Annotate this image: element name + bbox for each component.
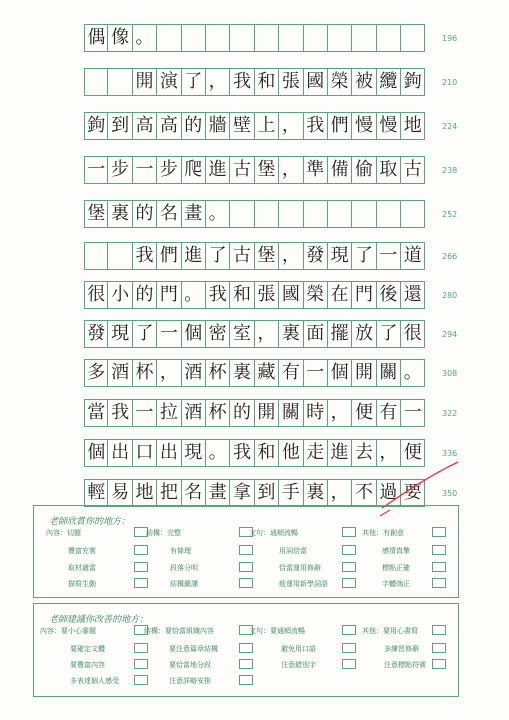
- grid-cell: 古: [401, 156, 425, 184]
- grid-cell: 步: [108, 156, 132, 184]
- grid-cell: 酒: [182, 399, 206, 427]
- praise-item-label: 豐富充實: [68, 547, 96, 555]
- grid-cell: 古: [230, 156, 254, 184]
- grid-row: [84, 399, 425, 429]
- grid-cell: [230, 200, 254, 228]
- grid-cell: [377, 24, 401, 52]
- praise-checkbox[interactable]: [239, 545, 253, 555]
- praise-item-label: 標點正確: [382, 564, 410, 572]
- grid-cell: 了: [182, 68, 206, 96]
- grid-cell: 我: [133, 242, 157, 270]
- grid-cell: 。: [182, 281, 206, 309]
- grid-cell: 。: [206, 439, 230, 467]
- grid-cell: 個: [84, 439, 108, 467]
- grid-cell: 易: [108, 479, 132, 507]
- grid-cell: [206, 24, 230, 52]
- grid-cell: 不: [352, 479, 376, 507]
- grid-cell: 酒: [108, 359, 132, 387]
- row-number: 238: [442, 166, 458, 175]
- grid-cell: 門: [157, 281, 181, 309]
- grid-cell: [230, 24, 254, 52]
- grid-cell: 裏: [230, 359, 254, 387]
- praise-checkbox[interactable]: [342, 562, 356, 572]
- grid-cell: [328, 24, 352, 52]
- grid-row: [84, 281, 425, 311]
- grid-cell: [352, 200, 376, 228]
- grid-cell: 壁: [230, 112, 254, 140]
- grid-cell: 裏: [304, 479, 328, 507]
- praise-item-label: 內容：切題: [46, 529, 81, 537]
- grid-cell: ，: [279, 156, 303, 184]
- grid-cell: 國: [304, 68, 328, 96]
- grid-cell: 我: [108, 399, 132, 427]
- grid-cell: 後: [377, 281, 401, 309]
- advice-checkbox[interactable]: [134, 643, 148, 653]
- grid-cell: 口: [133, 439, 157, 467]
- grid-row: [84, 320, 425, 350]
- grid-cell: 多: [84, 359, 108, 387]
- grid-cell: 手: [279, 479, 303, 507]
- praise-checkbox[interactable]: [432, 578, 446, 588]
- grid-cell: 鉤: [401, 68, 425, 96]
- grid-cell: 一: [84, 156, 108, 184]
- praise-item-label: 用詞恰當: [279, 547, 307, 555]
- grid-cell: 面: [304, 320, 328, 348]
- grid-cell: [255, 24, 279, 52]
- grid-cell: 們: [157, 242, 181, 270]
- grid-cell: 偷: [352, 156, 376, 184]
- grid-cell: 和: [255, 68, 279, 96]
- grid-cell: 鉤: [84, 112, 108, 140]
- grid-cell: 酒: [182, 359, 206, 387]
- grid-cell: 開: [255, 399, 279, 427]
- grid-cell: 的: [182, 112, 206, 140]
- grid-cell: 放: [352, 320, 376, 348]
- row-number: 266: [442, 252, 458, 261]
- grid-cell: 開: [133, 68, 157, 96]
- grid-cell: 出: [108, 439, 132, 467]
- grid-cell: [328, 200, 352, 228]
- grid-cell: [304, 200, 328, 228]
- praise-checkbox[interactable]: [134, 545, 148, 555]
- praise-checkbox[interactable]: [342, 578, 356, 588]
- praise-item-label: 感情真摯: [382, 547, 410, 555]
- row-number: 294: [442, 330, 458, 339]
- grid-cell: [255, 200, 279, 228]
- grid-cell: 一: [377, 242, 401, 270]
- grid-cell: 和: [230, 281, 254, 309]
- grid-cell: 我: [304, 112, 328, 140]
- grid-cell: 名: [157, 200, 181, 228]
- grid-row: [84, 200, 425, 230]
- grid-cell: 高: [133, 112, 157, 140]
- grid-cell: 的: [230, 399, 254, 427]
- grid-cell: 個: [182, 320, 206, 348]
- grid-cell: 有: [377, 399, 401, 427]
- grid-cell: 畫: [182, 200, 206, 228]
- grid-cell: 牆: [206, 112, 230, 140]
- grid-cell: 到: [255, 479, 279, 507]
- grid-cell: 很: [401, 320, 425, 348]
- grid-cell: 。: [133, 24, 157, 52]
- grid-cell: 堡: [84, 200, 108, 228]
- grid-cell: 了: [133, 320, 157, 348]
- advice-panel: [33, 603, 459, 697]
- grid-cell: 一: [157, 320, 181, 348]
- praise-item-label: 結構：完整: [146, 529, 181, 537]
- grid-cell: 時: [304, 399, 328, 427]
- praise-item-label: 段落分明: [170, 564, 198, 572]
- grid-cell: [401, 200, 425, 228]
- grid-cell: 演: [157, 68, 181, 96]
- praise-checkbox[interactable]: [134, 578, 148, 588]
- advice-item-label: 要確定文體: [70, 645, 105, 653]
- advice-item-label: 多練習修辭: [384, 645, 419, 653]
- grid-cell: 到: [108, 112, 132, 140]
- grid-cell: 在: [328, 281, 352, 309]
- grid-cell: 像: [108, 24, 132, 52]
- praise-item-label: 有條理: [170, 547, 191, 555]
- praise-checkbox[interactable]: [342, 527, 356, 537]
- advice-checkbox[interactable]: [239, 659, 253, 669]
- grid-cell: 的: [133, 281, 157, 309]
- advice-checkbox[interactable]: [432, 659, 446, 669]
- grid-cell: 門: [352, 281, 376, 309]
- praise-item-label: 其他：有創意: [362, 529, 404, 537]
- grid-cell: 關: [377, 359, 401, 387]
- grid-cell: 偶: [84, 24, 108, 52]
- row-number: 322: [442, 409, 458, 418]
- advice-checkbox[interactable]: [342, 625, 356, 635]
- grid-cell: 還: [401, 281, 425, 309]
- advice-item-label: 文句：要通順流暢: [249, 627, 305, 635]
- praise-checkbox[interactable]: [432, 562, 446, 572]
- grid-row: [84, 242, 425, 272]
- grid-cell: 我: [230, 68, 254, 96]
- grid-cell: [108, 242, 132, 270]
- grid-cell: 準: [304, 156, 328, 184]
- advice-panel-title: 老師建議你改善的地方：: [49, 615, 149, 625]
- row-number: 336: [442, 449, 458, 458]
- grid-cell: 過: [377, 479, 401, 507]
- grid-cell: 把: [157, 479, 181, 507]
- grid-cell: 張: [279, 68, 303, 96]
- row-number: 350: [442, 489, 458, 498]
- advice-item-label: 其他：要用心書寫: [362, 627, 418, 635]
- grid-cell: 出: [157, 439, 181, 467]
- grid-cell: 們: [328, 112, 352, 140]
- praise-checkbox[interactable]: [342, 545, 356, 555]
- grid-cell: 堡: [255, 242, 279, 270]
- grid-cell: 杯: [206, 399, 230, 427]
- grid-cell: 關: [279, 399, 303, 427]
- grid-cell: 了: [352, 242, 376, 270]
- grid-cell: 進: [206, 156, 230, 184]
- grid-cell: 藏: [255, 359, 279, 387]
- grid-cell: [84, 68, 108, 96]
- advice-item-label: 要豐富內容: [70, 661, 105, 669]
- advice-checkbox[interactable]: [134, 659, 148, 669]
- grid-cell: 便: [401, 439, 425, 467]
- grid-cell: [279, 200, 303, 228]
- grid-cell: [279, 24, 303, 52]
- grid-cell: ，: [206, 68, 230, 96]
- row-number: 224: [442, 122, 458, 131]
- grid-cell: 現: [182, 439, 206, 467]
- row-number: 252: [442, 210, 458, 219]
- grid-cell: 名: [182, 479, 206, 507]
- grid-cell: ，: [328, 399, 352, 427]
- grid-cell: 拿: [230, 479, 254, 507]
- grid-cell: 密: [206, 320, 230, 348]
- advice-item-label: 注意錯別字: [281, 661, 316, 669]
- grid-cell: [401, 24, 425, 52]
- grid-cell: 堡: [255, 156, 279, 184]
- grid-cell: 道: [401, 242, 425, 270]
- grid-cell: 走: [304, 439, 328, 467]
- grid-cell: 備: [328, 156, 352, 184]
- grid-cell: 。: [206, 200, 230, 228]
- advice-item-label: 內容：要小心審題: [40, 627, 96, 635]
- grid-cell: 國: [279, 281, 303, 309]
- grid-cell: ，: [255, 320, 279, 348]
- grid-cell: [352, 24, 376, 52]
- grid-cell: 現: [328, 242, 352, 270]
- grid-cell: 擺: [328, 320, 352, 348]
- grid-cell: 拉: [157, 399, 181, 427]
- praise-item-label: 結構嚴謹: [170, 580, 198, 588]
- advice-item-label: 結構：要恰當組織內容: [144, 627, 214, 635]
- advice-item-label: 注意詳略安排: [169, 677, 211, 685]
- row-number: 308: [442, 369, 458, 378]
- grid-cell: 。: [401, 359, 425, 387]
- grid-cell: 他: [279, 439, 303, 467]
- row-number: 210: [442, 78, 458, 87]
- praise-item-label: 字體端正: [382, 580, 410, 588]
- praise-panel-title: 老師欣賞你的地方：: [49, 517, 131, 527]
- advice-checkbox[interactable]: [342, 643, 356, 653]
- grid-cell: 我: [206, 281, 230, 309]
- grid-cell: 一: [133, 399, 157, 427]
- advice-checkbox[interactable]: [239, 643, 253, 653]
- grid-row: [84, 439, 425, 469]
- praise-item-label: 描寫生動: [68, 580, 96, 588]
- advice-item-label: 要注意篇章結構: [169, 645, 218, 653]
- advice-item-label: 多表達個人感受: [70, 677, 119, 685]
- advice-checkbox[interactable]: [432, 643, 446, 653]
- grid-cell: [377, 200, 401, 228]
- advice-checkbox[interactable]: [134, 675, 148, 685]
- grid-cell: 發: [304, 242, 328, 270]
- praise-item-label: 文句：通順流暢: [249, 529, 298, 537]
- grid-cell: 一: [133, 156, 157, 184]
- grid-cell: 去: [352, 439, 376, 467]
- grid-cell: 了: [206, 242, 230, 270]
- grid-cell: 慢: [377, 112, 401, 140]
- grid-cell: 裏: [108, 200, 132, 228]
- grid-cell: 進: [182, 242, 206, 270]
- grid-cell: 室: [230, 320, 254, 348]
- grid-cell: 地: [133, 479, 157, 507]
- grid-cell: [108, 68, 132, 96]
- grid-row: [84, 112, 425, 142]
- row-number: 280: [442, 291, 458, 300]
- grid-cell: 慢: [352, 112, 376, 140]
- grid-cell: 上: [255, 112, 279, 140]
- grid-cell: 纜: [377, 68, 401, 96]
- advice-item-label: 避免用口語: [281, 645, 316, 653]
- praise-checkbox[interactable]: [432, 545, 446, 555]
- grid-cell: 畫: [206, 479, 230, 507]
- row-number: 196: [442, 34, 458, 43]
- grid-cell: 高: [157, 112, 181, 140]
- grid-cell: ，: [328, 479, 352, 507]
- advice-checkbox[interactable]: [239, 675, 253, 685]
- grid-cell: [84, 242, 108, 270]
- grid-cell: [304, 24, 328, 52]
- grid-cell: 裏: [279, 320, 303, 348]
- grid-cell: 了: [377, 320, 401, 348]
- grid-cell: 古: [230, 242, 254, 270]
- grid-row: [84, 359, 425, 389]
- praise-item-label: 恰當運用修辭: [279, 564, 321, 572]
- grid-cell: 很: [84, 281, 108, 309]
- praise-panel: [33, 505, 459, 598]
- grid-cell: 地: [401, 112, 425, 140]
- grid-cell: 輕: [84, 479, 108, 507]
- grid-cell: 張: [255, 281, 279, 309]
- grid-cell: 一: [304, 359, 328, 387]
- grid-cell: 杯: [206, 359, 230, 387]
- grid-cell: 進: [328, 439, 352, 467]
- advice-item-label: 注意標點符號: [384, 661, 426, 669]
- advice-checkbox[interactable]: [342, 659, 356, 669]
- grid-cell: 要: [401, 479, 425, 507]
- grid-cell: [182, 24, 206, 52]
- grid-cell: 榮: [328, 68, 352, 96]
- grid-cell: 榮: [304, 281, 328, 309]
- grid-cell: 爬: [182, 156, 206, 184]
- grid-cell: 和: [255, 439, 279, 467]
- grid-cell: 一: [401, 399, 425, 427]
- praise-checkbox[interactable]: [239, 578, 253, 588]
- grid-cell: ，: [279, 242, 303, 270]
- praise-checkbox[interactable]: [134, 562, 148, 572]
- praise-item-label: 取材適當: [68, 564, 96, 572]
- grid-cell: ，: [279, 112, 303, 140]
- grid-cell: 便: [352, 399, 376, 427]
- advice-item-label: 要恰當地分段: [169, 661, 211, 669]
- grid-cell: 個: [328, 359, 352, 387]
- grid-row: [84, 68, 425, 98]
- grid-cell: 步: [157, 156, 181, 184]
- grid-cell: 取: [377, 156, 401, 184]
- grid-row: [84, 156, 425, 186]
- grid-cell: 開: [352, 359, 376, 387]
- grid-cell: 現: [108, 320, 132, 348]
- praise-item-label: 能運用新學詞語: [279, 580, 328, 588]
- grid-cell: [157, 24, 181, 52]
- praise-checkbox[interactable]: [432, 527, 446, 537]
- grid-cell: 當: [84, 399, 108, 427]
- praise-checkbox[interactable]: [239, 562, 253, 572]
- grid-cell: ，: [157, 359, 181, 387]
- grid-cell: ，: [377, 439, 401, 467]
- grid-cell: 的: [133, 200, 157, 228]
- grid-cell: 被: [352, 68, 376, 96]
- grid-cell: 小: [108, 281, 132, 309]
- grid-cell: 有: [279, 359, 303, 387]
- grid-row: [84, 24, 425, 54]
- advice-checkbox[interactable]: [432, 625, 446, 635]
- grid-cell: 發: [84, 320, 108, 348]
- grid-cell: 我: [230, 439, 254, 467]
- grid-cell: 杯: [133, 359, 157, 387]
